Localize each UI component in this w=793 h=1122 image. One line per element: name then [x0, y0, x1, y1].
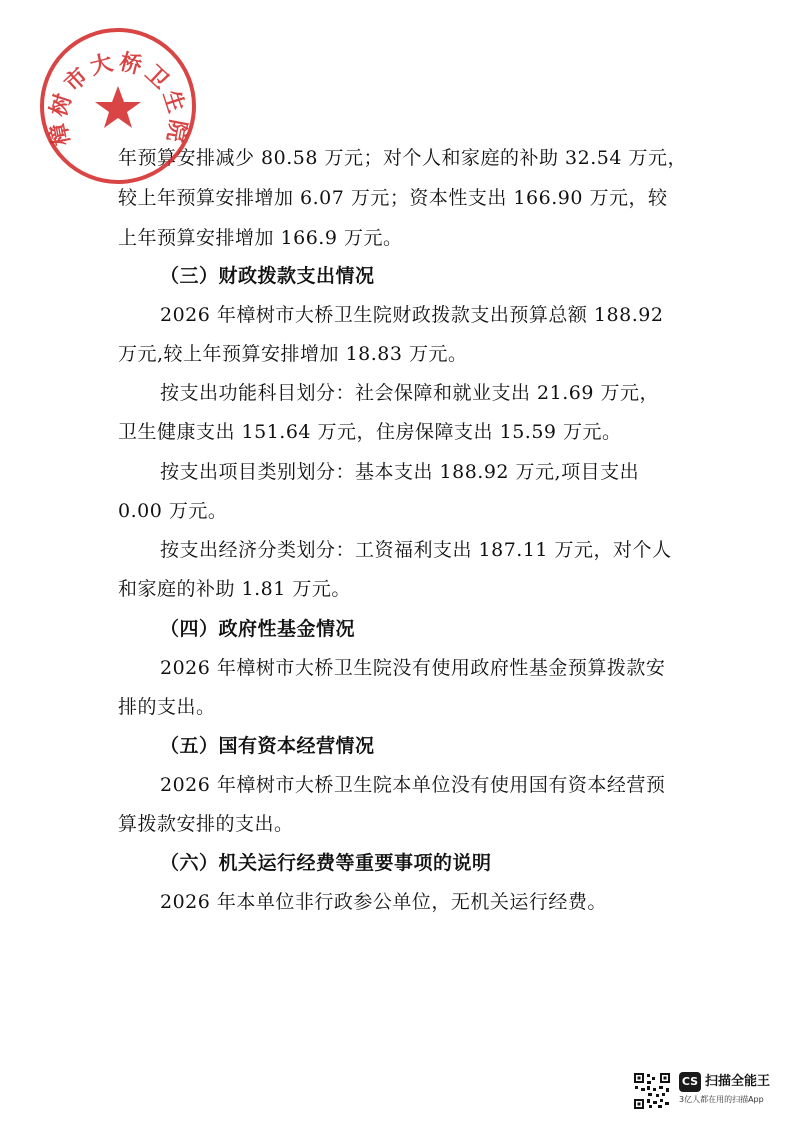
- section-heading: （三）财政拨款支出情况: [160, 265, 375, 287]
- body-line: 和家庭的补助 1.81 万元。: [118, 578, 351, 600]
- body-line: 2026 年樟树市大桥卫生院没有使用政府性基金预算拨款安: [160, 657, 666, 679]
- body-line: 按支出经济分类划分：工资福利支出 187.11 万元，对个人: [160, 539, 672, 561]
- body-line: 0.00 万元。: [118, 500, 228, 522]
- svg-text:樟树市大桥卫生院: 樟树市大桥卫生院: [45, 49, 191, 148]
- camscanner-logo-icon: CS: [679, 1072, 701, 1092]
- scanner-branding: [679, 1072, 779, 1112]
- body-line: 按支出项目类别划分：基本支出 188.92 万元,项目支出: [160, 461, 640, 483]
- official-seal-stamp: [38, 26, 198, 186]
- body-line: 万元,较上年预算安排增加 18.83 万元。: [118, 343, 468, 365]
- section-heading: （四）政府性基金情况: [160, 618, 356, 640]
- brand-tagline: 3亿人都在用的扫描App: [679, 1095, 764, 1104]
- body-line: 上年预算安排增加 166.9 万元。: [118, 227, 403, 249]
- body-line: 2026 年樟树市大桥卫生院财政拨款支出预算总额 188.92: [160, 304, 664, 326]
- body-line: 年预算安排减少 80.58 万元；对个人和家庭的补助 32.54 万元，: [118, 147, 687, 169]
- section-heading: （五）国有资本经营情况: [160, 735, 375, 757]
- body-line: 算拨款安排的支出。: [118, 813, 294, 835]
- body-line: 较上年预算安排增加 6.07 万元；资本性支出 166.90 万元，较: [118, 187, 668, 209]
- body-line: 排的支出。: [118, 696, 216, 718]
- body-line: 2026 年樟树市大桥卫生院本单位没有使用国有资本经营预: [160, 774, 666, 796]
- brand-name: 扫描全能王: [705, 1074, 771, 1089]
- section-heading: （六）机关运行经费等重要事项的说明: [160, 852, 492, 874]
- qr-code-icon: [633, 1072, 671, 1110]
- body-line: 卫生健康支出 151.64 万元，住房保障支出 15.59 万元。: [118, 421, 622, 443]
- body-line: 按支出功能科目划分：社会保障和就业支出 21.69 万元，: [160, 382, 659, 404]
- body-line: 2026 年本单位非行政参公单位，无机关运行经费。: [160, 891, 607, 913]
